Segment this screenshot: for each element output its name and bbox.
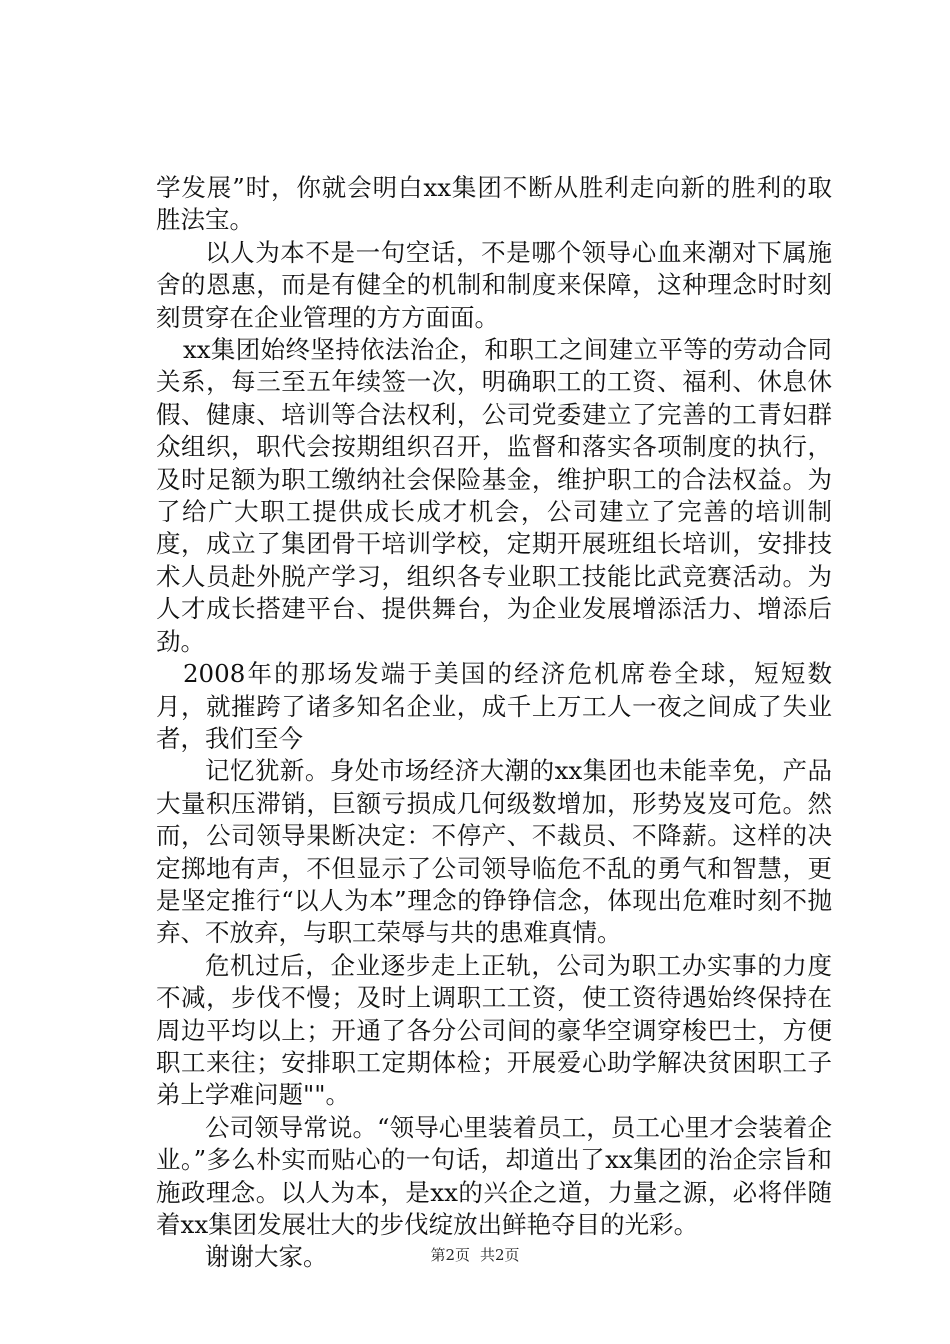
- paragraph-continuation: 学发展”时，你就会明白xx集团不断从胜利走向新的胜利的取胜法宝。: [156, 173, 832, 235]
- document-body: [156, 172, 832, 1274]
- paragraph-financial-crisis: 2008年的那场发端于美国的经济危机席卷全球，短短数月，就摧跨了诸多知名企业，成千上万工人一夜之间成了失业者，我们至今: [156, 659, 832, 753]
- paragraph-after-crisis: 危机过后，企业逐步走上正轨，公司为职工办实事的力度不减，步伐不慢；及时上调职工工资，使工资待遇始终保持在周边平均以上；开通了各分公司间的豪华空调穿梭巴士，方便职工来往；安排职工定期体检；开展爱心助学解决贫困职工子弟上学难问题""。: [156, 950, 832, 1110]
- page-number: 第2页: [430, 1246, 470, 1264]
- page-footer: [0, 1245, 950, 1265]
- paragraph-rule-of-law: xx集团始终坚持依法治企，和职工之间建立平等的劳动合同关系，每三至五年续签一次，明确职工的工资、福利、休息休假、健康、培训等合法权利，公司党委建立了完善的工青妇群众组织，职代会按期组织召开，监督和落实各项制度的执行，及时足额为职工缴纳社会保险基金，维护职工的合法权益。为了给广大职工提供成长成才机会，公司建立了完善的培训制度，成立了集团骨干培训学校，定期开展班组长培训，安排技术人员赴外脱产学习，组织各专业职工技能比武竞赛活动。为人才成长搭建平台、提供舞台，为企业发展增添活力、增添后劲。: [156, 335, 832, 656]
- paragraph-thanks: 谢谢大家。: [205, 1242, 328, 1272]
- paragraph-leadership-quote: 公司领导常说。“领导心里装着员工，员工心里才会装着企业。”多么朴实而贴心的一句话，却道出了xx集团的治企宗旨和施政理念。以人为本，是xx的兴企之道，力量之源，必将伴随着xx集团发展壮大的步伐绽放出鲜艳夺目的光彩。: [156, 1112, 832, 1239]
- page-total: 共2页: [480, 1246, 520, 1264]
- paragraph-crisis-response: 记忆犹新。身处市场经济大潮的xx集团也未能幸免，产品大量积压滞销，巨额亏损成几何级数增加，形势岌岌可危。然而，公司领导果断决定：不停产、不裁员、不降薪。这样的决定掷地有声，不但显示了公司领导临危不乱的勇气和智慧，更是坚定推行“以人为本”理念的铮铮信念，体现出危难时刻不抛弃、不放弃，与职工荣辱与共的患难真情。: [156, 756, 832, 948]
- paragraph-people-oriented: 以人为本不是一句空话，不是哪个领导心血来潮对下属施舍的恩惠，而是有健全的机制和制度来保障，这种理念时时刻刻贯穿在企业管理的方方面面。: [156, 237, 832, 332]
